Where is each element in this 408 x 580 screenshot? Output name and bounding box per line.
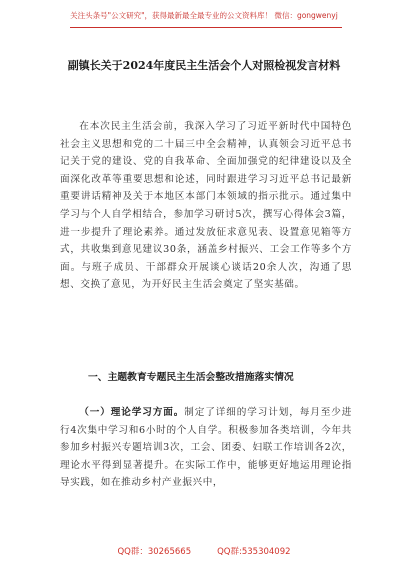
- subsection-paragraph: [60, 404, 352, 492]
- header-divider: [70, 27, 342, 28]
- footer-qq-group-1: QQ群：30265665: [117, 547, 192, 557]
- header-notice: 关注头条号"公文研究"，获得最新最全最专业的公文资料库！ 微信：gongwenyj: [70, 11, 338, 20]
- subsection-heading: （一）理论学习方面。: [79, 407, 185, 418]
- footer-qq-group-2: QQ群:535304092: [217, 547, 291, 557]
- document-title: 副镇长关于2024年度民主生活会个人对照检视发言材料: [67, 59, 341, 72]
- section-body: [60, 404, 352, 492]
- section-heading: 一、主题教育专题民主生活会整改措施落实情况: [88, 372, 294, 383]
- intro-section: [60, 118, 352, 294]
- footer: [0, 545, 408, 557]
- intro-paragraph: 在本次民主生活会前，我深入学习了习近平新时代中国特色社会主义思想和党的二十届三中全会精神，认真领会习近平总书记关于党的建设、党的自我革命、全面加强党的纪律建设以及全面深化改革等重要思想和论述，同时跟进学习习近平总书记最新重要讲话精神及关于本地区本部门本领域的指示批示。通过集中学习与个人自学相结合，参加学习研讨5次，撰写心得体会3篇，进一步提升了理论素养。通过发放征求意见表、设置意见箱等方式，共收集到意见建议30条，涵盖乡村振兴、工会工作等多个方面。与班子成员、干部群众开展谈心谈话20余人次，沟通了思想、交换了意见，为开好民主生活会奠定了坚实基础。: [60, 121, 352, 291]
- subsection-text: 制定了详细的学习计划，每月至少进行4次集中学习和6小时的个人自学。积极参加各类培训，今年共参加乡村振兴专题培训3次，工会、团委、妇联工作培训各2次，理论水平得到显著提升。在实际工作中，能够更好地运用理论指导实践，如在推动乡村产业振兴中，: [60, 407, 352, 489]
